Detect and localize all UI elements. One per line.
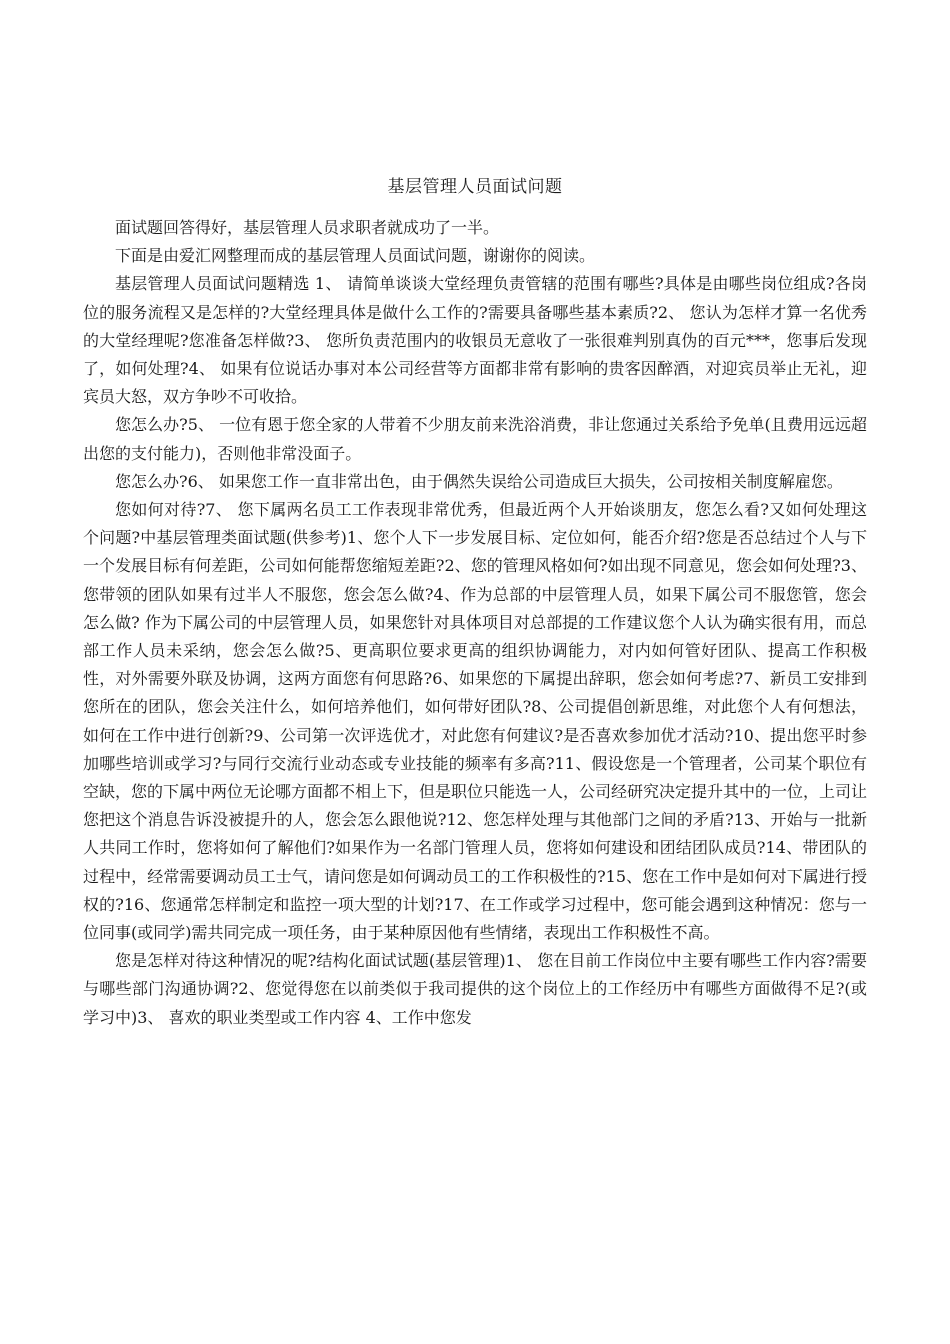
paragraph-questions-1: 基层管理人员面试问题精选 1、 请简单谈谈大堂经理负责管辖的范围有哪些?具体是由哪些岗位组成?各岗位的服务流程又是怎样的?大堂经理具体是做什么工作的?需要具备哪些基本素质?2、 您认为怎样才算一名优秀的大堂经理呢?您准备怎样做?3、 您所负责范围内的收银员无意收了一张很难判别真伪的百元***，您事后发现了，如何处理?4、 如果有位说话办事对本公司经营等方面都非常有影响的贵客因醉酒，对迎宾员举止无礼，迎宾员大怒，双方争吵不可收拾。 [83, 274, 867, 407]
paragraph-questions-2: 您怎么办?5、 一位有恩于您全家的人带着不少朋友前来洗浴消费，非让您通过关系给予免单(且费用远远超出您的支付能力)，否则他非常没面子。 [83, 415, 867, 463]
document-title: 基层管理人员面试问题 [387, 177, 563, 197]
paragraph-questions-3: 您怎么办?6、 如果您工作一直非常出色，由于偶然失误给公司造成巨大损失，公司按相关制度解雇您。 [115, 471, 843, 491]
paragraph-questions-5: 您是怎样对待这种情况的呢?结构化面试试题(基层管理)1、 您在目前工作岗位中主要有哪些工作内容?需要与哪些部门沟通协调?2、您觉得您在以前类似于我司提供的这个岗位上的工作经历中有哪些方面做得不足?(或学习中)3、 喜欢的职业类型或工作内容 4、工作中您发 [83, 951, 867, 1027]
paragraph-intro-1: 面试题回答得好，基层管理人员求职者就成功了一半。 [115, 218, 500, 237]
paragraph-intro-2: 下面是由爱汇网整理而成的基层管理人员面试问题，谢谢你的阅读。 [115, 246, 596, 266]
paragraph-questions-4: 您如何对待?7、 您下属两名员工工作表现非常优秀，但最近两个人开始谈朋友，您怎么看?又如何处理这个问题?中基层管理类面试题(供参考)1、您个人下一步发展目标、定位如何，能否介绍?您是否总结过个人与下一个发展目标有何差距，公司如何能帮您缩短差距?2、您的管理风格如何?如出现不同意见，您会如何处理?3、您带领的团队如果有过半人不服您，您会怎么做?4、作为总部的中层管理人员，如果下属公司不服您管，您会怎么做? 作为下属公司的中层管理人员，如果您针对具体项目对总部提的工作建议您个人认为确实很有用，而总部工作人员未采纳，您会怎么做?5、更高职位要求更高的组织协调能力，对内如何管好团队、提高工作积极性，对外需要外联及协调，这两方面您有何思路?6、如果您的下属提出辞职，您会如何考虑?7、新员工安排到您所在的团队，您会关注什么，如何培养他们，如何带好团队?8、公司提倡创新思维，对此您个人有何想法，如何在工作中进行创新?9、公司第一次评选优才，对此您有何建议?是否喜欢参加优才活动?10、提出您平时参加哪些培训或学习?与同行交流行业动态或专业技能的频率有多高?11、假设您是一个管理者，公司某个职位有空缺，您的下属中两位无论哪方面都不相上下，但是职位只能选一人，公司经研究决定提升其中的一位，上司让您把这个消息告诉没被提升的人，您会怎么跟他说?12、您怎样处理与其他部门之间的矛盾?13、开始与一批新人共同工作时，您将如何了解他们?如果作为一名部门管理人员，您将如何建设和团结团队成员?14、带团队的过程中，经常需要调动员工士气，请问您是如何调动员工的工作积极性的?15、您在工作中是如何对下属进行授权的?16、您通常怎样制定和监控一项大型的计划?17、在工作或学习过程中，您可能会遇到这种情况：您与一位同事(或同学)需共同完成一项任务，由于某种原因他有些情绪，表现出工作积极性不高。 [83, 500, 868, 943]
document-page [83, 172, 867, 1032]
